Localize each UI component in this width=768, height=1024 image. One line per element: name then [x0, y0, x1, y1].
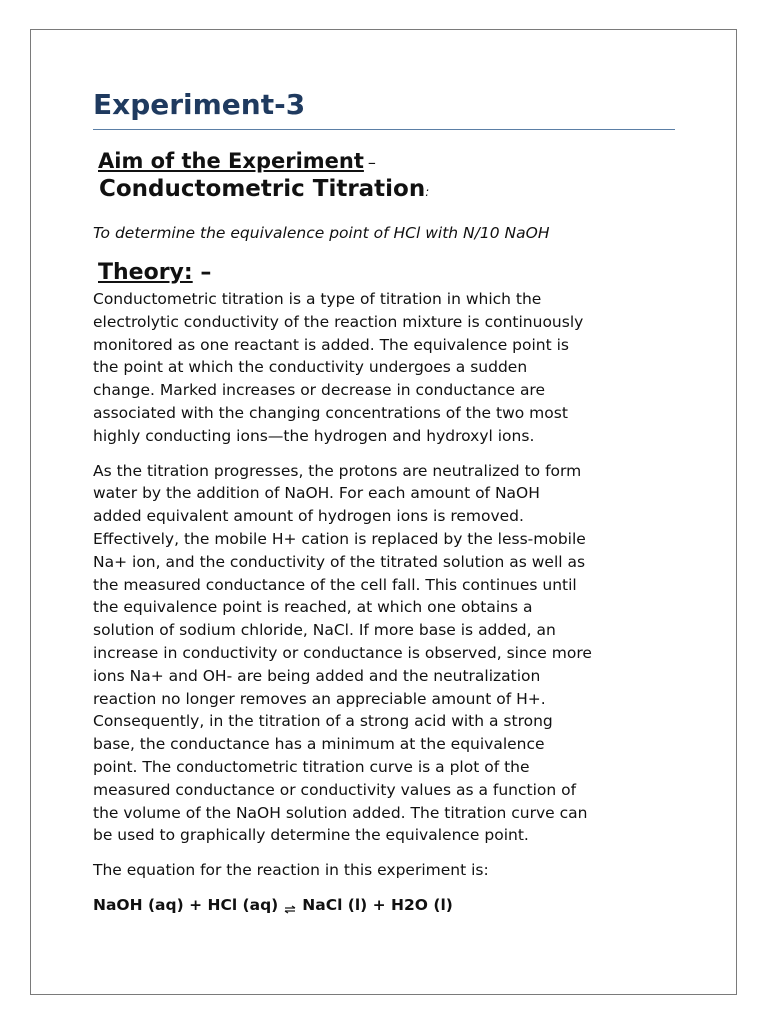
equation-reactants: NaOH (aq) + HCl (aq) [93, 895, 279, 914]
subtitle-text: Conductometric Titration [99, 176, 426, 202]
paragraph-line: monitored as one reactant is added. The equivalence point is [93, 335, 570, 354]
paragraph-line: highly conducting ions—the hydrogen and hydroxyl ions. [93, 426, 535, 445]
aim-label: Aim of the Experiment [98, 149, 364, 173]
paragraph-line: Na+ ion, and the conductivity of the titrated solution as well as [93, 552, 586, 571]
paragraph-line: be used to graphically determine the equivalence point. [93, 826, 529, 845]
aim-dash: – [367, 153, 376, 172]
paragraph-line: solution of sodium chloride, NaCl. If more base is added, an [93, 621, 556, 640]
equilibrium-arrow-icon [284, 904, 296, 914]
paragraph-line: As the titration progresses, the protons are neutralized to form [93, 461, 582, 480]
paragraph-line: increase in conductivity or conductance is observed, since more [93, 643, 592, 662]
theory-paragraph-1 [93, 288, 678, 448]
paragraph-line: ions Na+ and OH- are being added and the neutralization [93, 666, 541, 685]
page-title: Experiment-3 [93, 88, 306, 121]
paragraph-line: added equivalent amount of hydrogen ions is removed. [93, 507, 524, 526]
paragraph-line: electrolytic conductivity of the reaction mixture is continuously [93, 312, 584, 331]
document-content [93, 86, 678, 916]
paragraph-line: water by the addition of NaOH. For each amount of NaOH [93, 484, 540, 503]
paragraph-line: Effectively, the mobile H+ cation is replaced by the less-mobile [93, 529, 586, 548]
theory-dash: – [200, 260, 212, 285]
paragraph-line: the measured conductance of the cell fall. This continues until [93, 575, 577, 594]
aim-heading [93, 148, 678, 174]
theory-paragraph-2 [93, 460, 678, 848]
paragraph-line: Consequently, in the titration of a strong acid with a strong [93, 712, 553, 731]
theory-label: Theory: [98, 260, 193, 285]
subtitle-colon: : [425, 185, 430, 199]
paragraph-line: the point at which the conductivity undergoes a sudden [93, 358, 528, 377]
paragraph-line: Conductometric titration is a type of titration in which the [93, 290, 542, 308]
paragraph-line: associated with the changing concentrations of the two most [93, 403, 568, 422]
paragraph-line: point. The conductometric titration curve is a plot of the [93, 757, 530, 776]
objective-text: To determine the equivalence point of HCl with N/10 NaOH [93, 224, 550, 242]
paragraph-line: base, the conductance has a minimum at the equivalence [93, 735, 545, 754]
paragraph-line: change. Marked increases or decrease in conductance are [93, 381, 546, 400]
reaction-equation [93, 894, 678, 916]
paragraph-line: the equivalence point is reached, at which one obtains a [93, 598, 533, 617]
paragraph-line: measured conductance or conductivity values as a function of [93, 780, 577, 799]
title-divider [93, 129, 675, 130]
theory-heading [93, 260, 678, 286]
equation-products: NaCl (l) + H2O (l) [302, 895, 453, 914]
paragraph-line: reaction no longer removes an appreciable amount of H+. [93, 689, 546, 708]
experiment-subtitle [93, 174, 678, 204]
paragraph-line: the volume of the NaOH solution added. The titration curve can [93, 803, 588, 822]
equation-intro: The equation for the reaction in this experiment is: [93, 861, 489, 880]
